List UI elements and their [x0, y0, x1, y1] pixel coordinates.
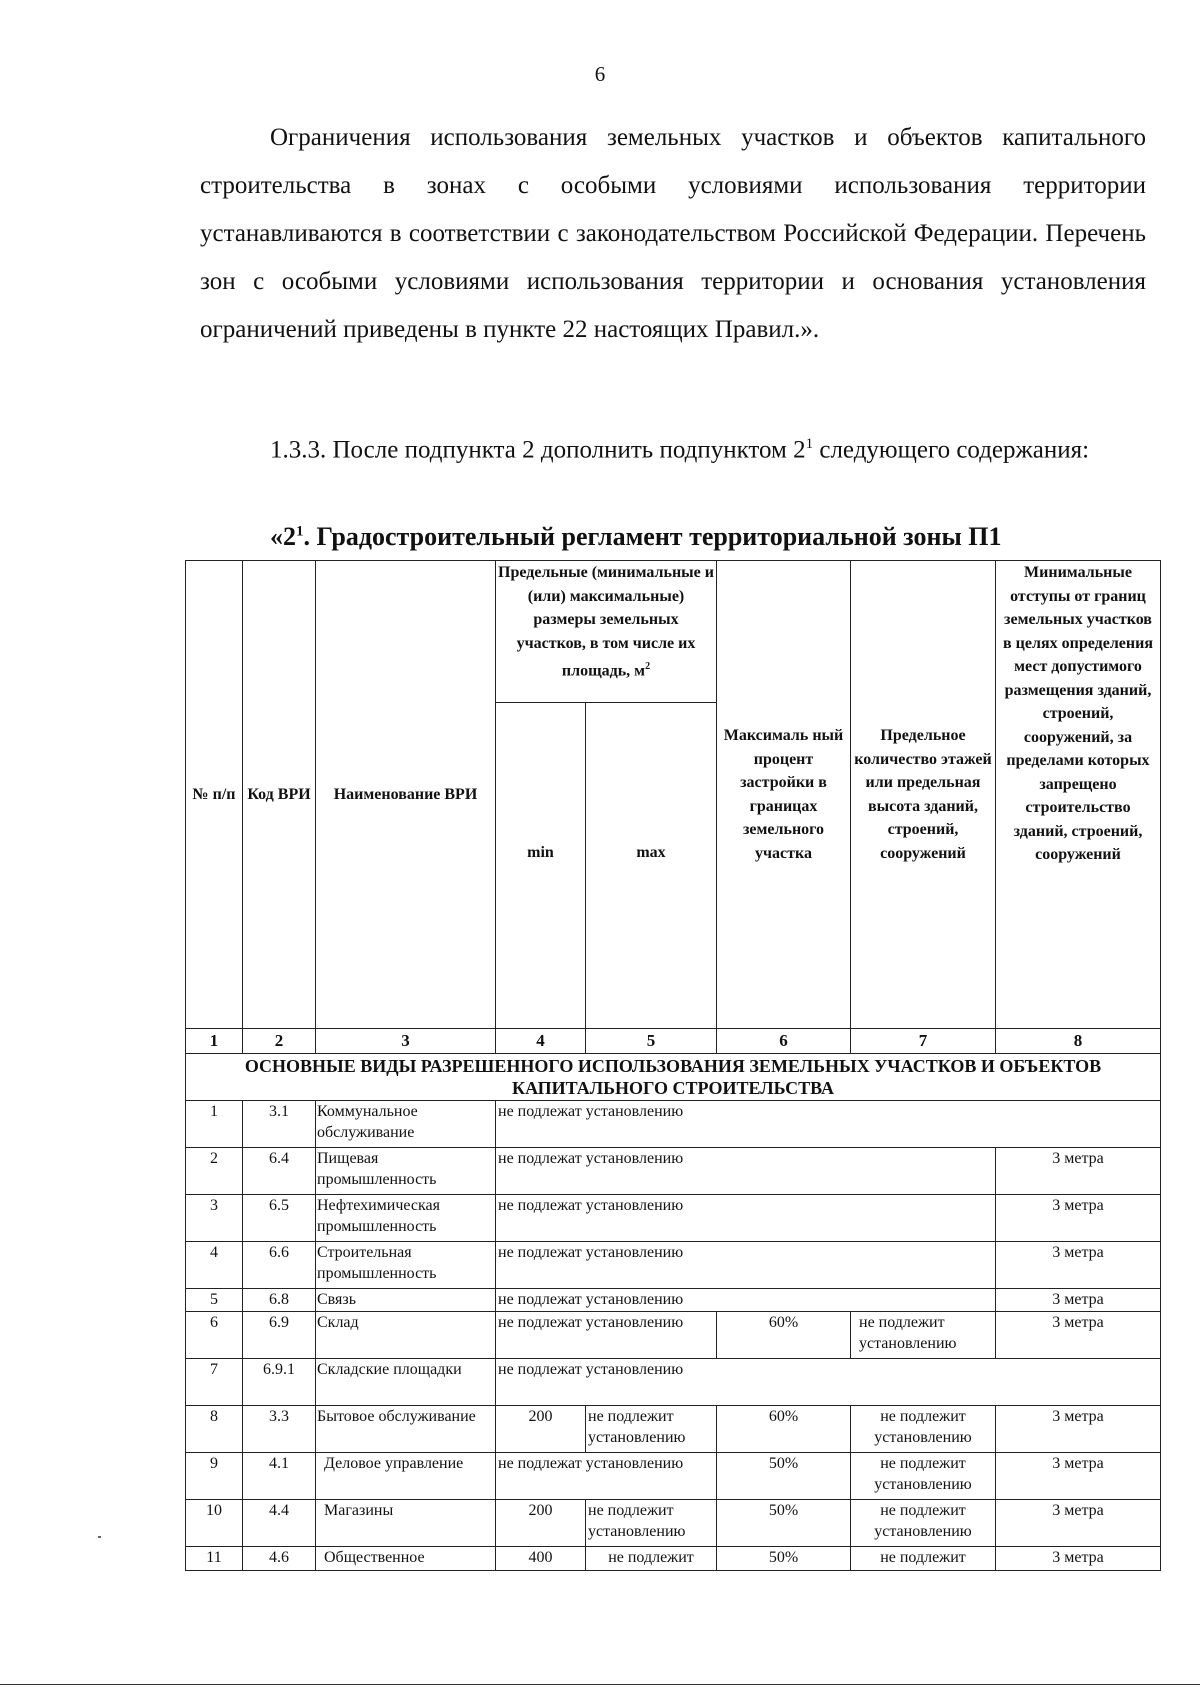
row-code: 6.5: [243, 1195, 316, 1242]
row-build-percent: 50%: [717, 1453, 851, 1500]
row-setback: 3 метра: [996, 1242, 1161, 1289]
row-code: 6.8: [243, 1289, 316, 1312]
row-min-max: не подлежат установлению: [496, 1453, 717, 1500]
row-name: Общественное: [316, 1547, 496, 1571]
row-merged-value: не подлежат установлению: [496, 1242, 996, 1289]
row-floors: не подлежит установлению: [851, 1453, 996, 1500]
row-number: 2: [186, 1148, 243, 1195]
row-merged-value: не подлежат установлению: [496, 1148, 996, 1195]
row-name: Пищевая промышленность: [316, 1148, 496, 1195]
row-min: 200: [496, 1500, 586, 1547]
table-row: [186, 1547, 1161, 1571]
row-number: 5: [186, 1289, 243, 1312]
row-build-percent: 60%: [717, 1406, 851, 1453]
row-code: 6.9.1: [243, 1359, 316, 1406]
row-name: Коммунальное обслуживание: [316, 1101, 496, 1148]
row-merged-value: не подлежат установлению: [496, 1289, 996, 1312]
row-number: 9: [186, 1453, 243, 1500]
table-row: [186, 1242, 1161, 1289]
amendment-superscript: 1: [805, 436, 814, 452]
header-plot-sizes: [496, 561, 717, 703]
row-build-percent: 50%: [717, 1547, 851, 1571]
table-row: [186, 1289, 1161, 1312]
column-number: 4: [496, 1029, 586, 1054]
column-number: 1: [186, 1029, 243, 1054]
row-setback: 3 метра: [996, 1195, 1161, 1242]
table-title-text: . Градостроительный регламент территориальной зоны П1: [303, 522, 1002, 551]
row-max: не подлежит: [586, 1547, 717, 1571]
row-setback: 3 метра: [996, 1148, 1161, 1195]
row-name: Складские площадки: [316, 1359, 496, 1406]
table-title-prefix: «2: [270, 522, 296, 551]
page-number: 6: [594, 62, 606, 86]
header-setback: Минимальные отступы от границ земельных участков в целях определения мест допустимого размещения зданий, строений, сооружений, за пределами которых запрещено строительство зданий, строений, сооружений: [996, 561, 1161, 1029]
section-title: ОСНОВНЫЕ ВИДЫ РАЗРЕШЕННОГО ИСПОЛЬЗОВАНИЯ ЗЕМЕЛЬНЫХ УЧАСТКОВ И ОБЪЕКТОВ КАПИТАЛЬНОГО СТРОИТЕЛЬСТВА: [186, 1054, 1161, 1101]
section-row: [186, 1054, 1161, 1101]
row-setback: 3 метра: [996, 1289, 1161, 1312]
table-row: [186, 1312, 1161, 1359]
page-bottom-rule: [0, 1684, 1200, 1685]
row-name: Строительная промышленность: [316, 1242, 496, 1289]
row-name: Нефтехимическая промышленность: [316, 1195, 496, 1242]
table-title: [270, 522, 1001, 552]
row-setback: 3 метра: [996, 1312, 1161, 1359]
row-min: 400: [496, 1547, 586, 1571]
table-title-superscript: 1: [296, 523, 304, 540]
row-name: Деловое управление: [316, 1453, 496, 1500]
row-number: 3: [186, 1195, 243, 1242]
column-number: 6: [717, 1029, 851, 1054]
row-merged-value: не подлежат установлению: [496, 1101, 1161, 1148]
row-build-percent: 60%: [717, 1312, 851, 1359]
table-row: [186, 1406, 1161, 1453]
header-plot-sizes-text: Предельные (минимальные и (или) максимальные) размеры земельных участков, в том числе их площадь, м: [498, 564, 714, 680]
header-min: min: [496, 703, 586, 1029]
row-name: Магазины: [316, 1500, 496, 1547]
row-code: 4.4: [243, 1500, 316, 1547]
row-floors: не подлежит установлению: [851, 1312, 996, 1359]
row-merged-value: не подлежат установлению: [496, 1195, 996, 1242]
row-code: 6.9: [243, 1312, 316, 1359]
row-code: 3.3: [243, 1406, 316, 1453]
row-setback: 3 метра: [996, 1406, 1161, 1453]
row-code: 4.6: [243, 1547, 316, 1571]
regulation-table: [185, 560, 1161, 1571]
row-code: 6.6: [243, 1242, 316, 1289]
row-number: 10: [186, 1500, 243, 1547]
row-number: 8: [186, 1406, 243, 1453]
column-number: 7: [851, 1029, 996, 1054]
row-name: Связь: [316, 1289, 496, 1312]
row-build-percent: 50%: [717, 1500, 851, 1547]
header-number: № п/п: [186, 561, 243, 1029]
row-min-max: не подлежат установлению: [496, 1312, 717, 1359]
row-setback: 3 метра: [996, 1453, 1161, 1500]
row-name: Бытовое обслуживание: [316, 1406, 496, 1453]
row-code: 3.1: [243, 1101, 316, 1148]
amendment-text: 1.3.3. После подпункта 2 дополнить подпунктом 2: [270, 436, 806, 464]
row-floors: не подлежит установлению: [851, 1406, 996, 1453]
row-merged-value: не подлежат установлению: [496, 1359, 1161, 1406]
column-number-row: [186, 1029, 1161, 1054]
amendment-tail: следующего содержания:: [813, 436, 1090, 464]
paragraph-restrictions: Ограничения использования земельных участков и объектов капитального строительства в зонах с особыми условиями использования территории устанавливаются в соответствии с законодательством Российской Федерации. Перечень зон с особыми условиями использования территории и основания установления ограничений приведены в пункте 22 настоящих Правил.».: [200, 124, 1146, 343]
column-number: 2: [243, 1029, 316, 1054]
row-number: 7: [186, 1359, 243, 1406]
column-number: 3: [316, 1029, 496, 1054]
scan-artifact: [98, 1536, 101, 1538]
row-floors: не подлежит: [851, 1547, 996, 1571]
header-code: Код ВРИ: [243, 561, 316, 1029]
table-row: [186, 1359, 1161, 1406]
row-max: не подлежит установлению: [586, 1500, 717, 1547]
header-row-1: [186, 561, 1161, 703]
header-max: max: [586, 703, 717, 1029]
paragraph-amendment: [200, 420, 1146, 474]
column-number: 5: [586, 1029, 717, 1054]
header-plot-sizes-sup: 2: [645, 661, 651, 672]
column-number: 8: [996, 1029, 1161, 1054]
header-floors: Предельное количество этажей или предельная высота зданий, строений, сооружений: [851, 561, 996, 1029]
row-setback: 3 метра: [996, 1500, 1161, 1547]
row-floors: не подлежит установлению: [851, 1500, 996, 1547]
row-number: 11: [186, 1547, 243, 1571]
table-row: [186, 1453, 1161, 1500]
table-row: [186, 1500, 1161, 1547]
row-number: 1: [186, 1101, 243, 1148]
header-build-percent: Максималь ный процент застройки в границах земельного участка: [717, 561, 851, 1029]
row-code: 4.1: [243, 1453, 316, 1500]
table-row: [186, 1148, 1161, 1195]
table-row: [186, 1101, 1161, 1148]
table-row: [186, 1195, 1161, 1242]
row-number: 4: [186, 1242, 243, 1289]
row-min: 200: [496, 1406, 586, 1453]
header-name: Наименование ВРИ: [316, 561, 496, 1029]
row-setback: 3 метра: [996, 1547, 1161, 1571]
row-name: Склад: [316, 1312, 496, 1359]
row-max: не подлежит установлению: [586, 1406, 717, 1453]
row-number: 6: [186, 1312, 243, 1359]
row-code: 6.4: [243, 1148, 316, 1195]
